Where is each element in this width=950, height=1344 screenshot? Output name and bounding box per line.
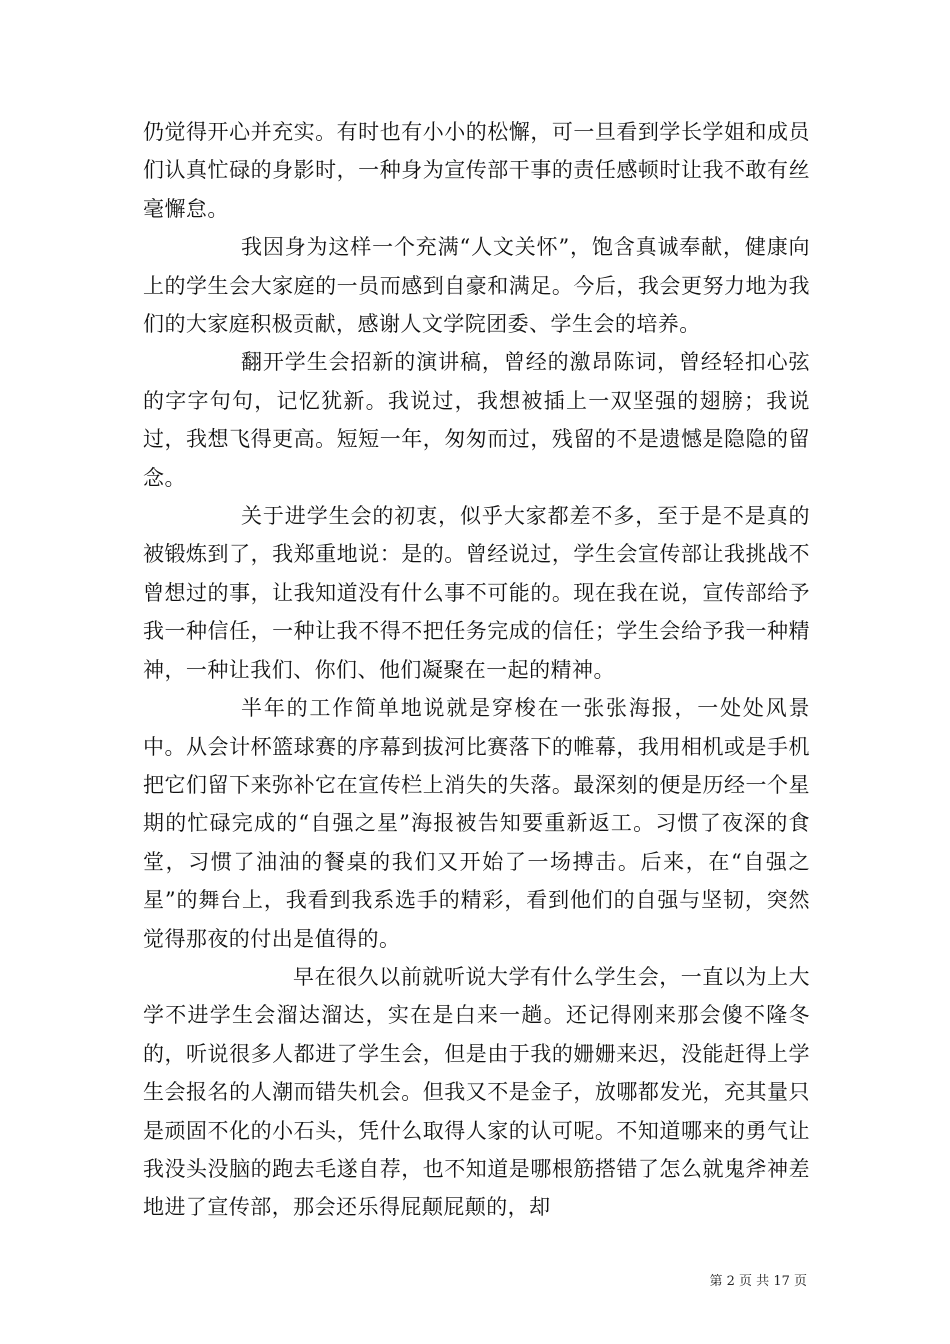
- body-text: [143, 113, 810, 1227]
- paragraph: 翻开学生会招新的演讲稿，曾经的激昂陈词，曾经轻扣心弦的字字句句，记忆犹新。我说过，我想被插上一双坚强的翅膀；我说过，我想飞得更高。短短一年，匆匆而过，残留的不是遗憾是隐隐的留念。: [143, 350, 810, 490]
- paragraph: 关于进学生会的初衷，似乎大家都差不多，至于是不是真的被锻炼到了，我郑重地说：是的。曾经说过，学生会宣传部让我挑战不曾想过的事，让我知道没有什么事不可能的。现在我在说，宣传部给予我一种信任，一种让我不得不把任务完成的信任；学生会给予我一种精神，一种让我们、你们、他们凝聚在一起的精神。: [143, 504, 810, 682]
- paragraph: 半年的工作简单地说就是穿梭在一张张海报，一处处风景中。从会计杯篮球赛的序幕到拔河比赛落下的帷幕，我用相机或是手机把它们留下来弥补它在宣传栏上消失的失落。最深刻的便是历经一个星期的忙碌完成的“自强之星”海报被告知要重新返工。习惯了夜深的食堂，习惯了油油的餐桌的我们又开始了一场搏击。后来，在“自强之星”的舞台上，我看到我系选手的精彩，看到他们的自强与坚韧，突然觉得那夜的付出是值得的。: [143, 696, 810, 951]
- paragraph: 仍觉得开心并充实。有时也有小小的松懈，可一旦看到学长学姐和成员们认真忙碌的身影时，一种身为宣传部干事的责任感顿时让我不敢有丝毫懈怠。: [143, 120, 810, 221]
- paragraph: 我因身为这样一个充满“人文关怀”，饱含真诚奉献，健康向上的学生会大家庭的一员而感到自豪和满足。今后，我会更努力地为我们的大家庭积极贡献，感谢人文学院团委、学生会的培养。: [143, 235, 810, 337]
- page-number-footer: 第 2 页 共 17 页: [709, 1274, 807, 1289]
- paragraph: 早在很久以前就听说大学有什么学生会，一直以为上大学不进学生会溜达溜达，实在是白来一趟。还记得刚来那会傻不隆冬的，听说很多人都进了学生会，但是由于我的姗姗来迟，没能赶得上学生会报名的人潮而错失机会。但我又不是金子，放哪都发光，充其量只是顽固不化的小石头，凭什么取得人家的认可呢。不知道哪来的勇气让我没头没脑的跑去毛遂自荐，也不知道是哪根筋搭错了怎么就鬼斧神差地进了宣传部，那会还乐得屁颠屁颠的，却: [143, 964, 810, 1220]
